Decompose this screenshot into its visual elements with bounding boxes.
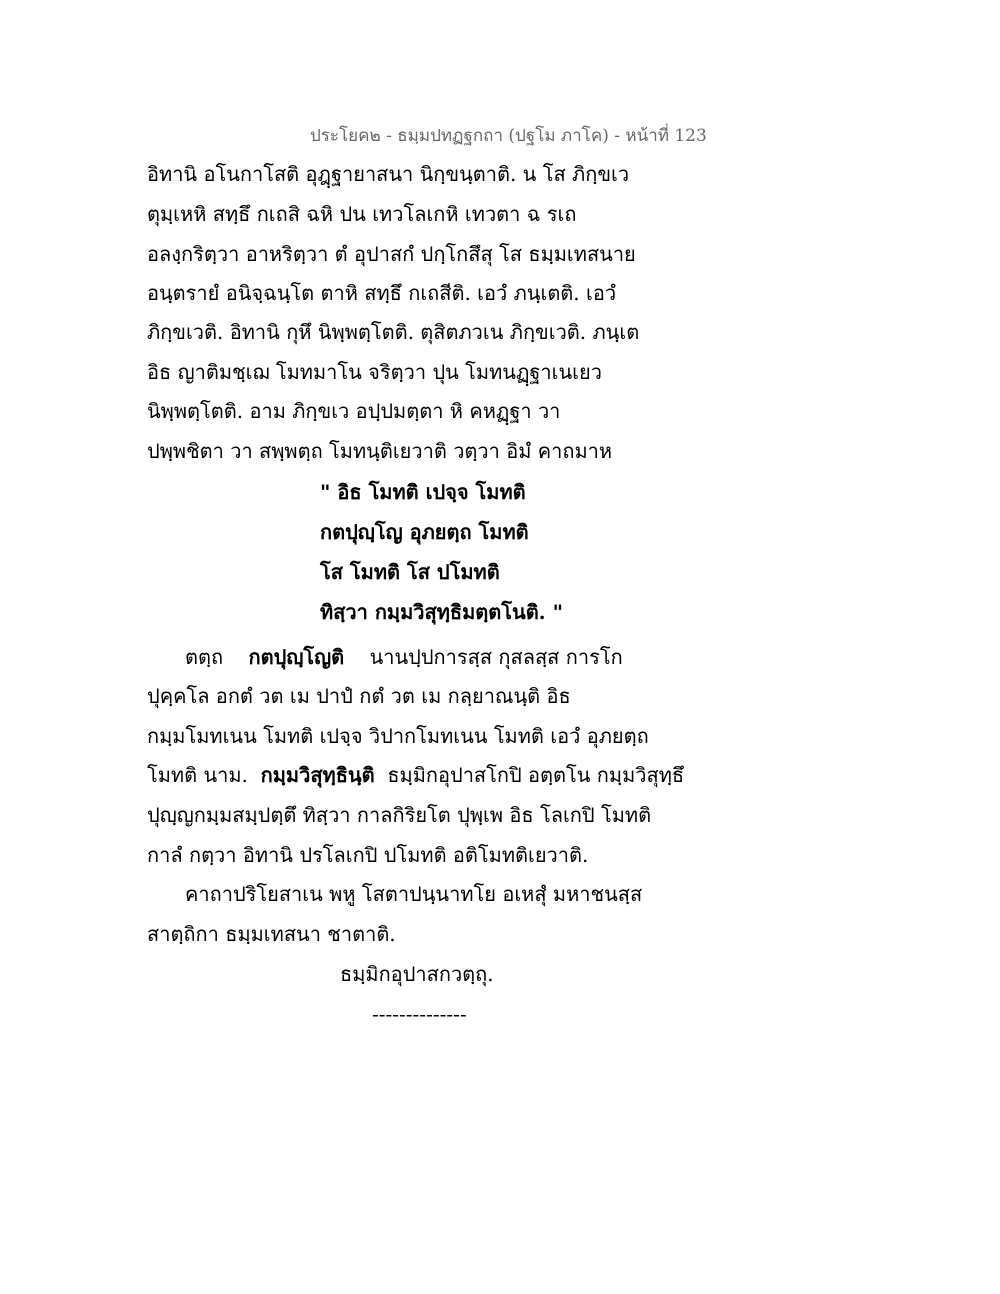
verse-line: " อิธ โมทติ เปจฺจ โมทติ <box>320 480 526 504</box>
text-line: สาตฺถิกา ธมฺมเทสนา ชาตาติ. <box>147 922 396 946</box>
text-line: อิธ ญาติมชฺเฌ โมทมาโน จริตฺวา ปุน โมทนฏฺฐาเนเยว <box>147 360 602 384</box>
text-line: ตุมฺเหหิ สทฺธึ กเถสิ ฉหิ ปน เทวโลเกหิ เทวตา ฉ รเถ <box>147 202 577 226</box>
bold-term: กมฺมวิสุทฺธินฺติ <box>260 763 375 787</box>
story-title: ธมฺมิกอุปาสกวตฺถุ. <box>340 962 494 986</box>
text-line: กาลํ กตฺวา อิทานิ ปรโลเกปิ ปโมทติ อติโมทติเยวาติ. <box>147 843 589 867</box>
verse-line: กตปุญฺโญ อุภยตฺถ โมทติ <box>320 520 529 544</box>
text-line: คาถาปริโยสาเน พหู โสตาปนฺนาทโย อเหสุํ มหาชนสฺส <box>185 882 643 906</box>
text-segment: ตตฺถ <box>185 645 224 669</box>
text-line: นิพฺพตฺโตติ. อาม ภิกฺขเว อปฺปมตฺตา หิ คหฏฺฐา วา <box>147 399 561 423</box>
text-line: ปุญฺญกมฺมสมฺปตฺตึ ทิสฺวา กาลกิริยโต ปุพฺเพ อิธ โลเกปิ โมทติ <box>147 803 652 827</box>
separator: -------------- <box>372 1002 467 1026</box>
text-line: อลงฺกริตฺวา อาหริตฺวา ตํ อุปาสกํ ปกฺโกสึสุ โส ธมฺมเทสนาย <box>147 242 636 266</box>
bold-term: กตปุญฺโญติ <box>248 645 345 669</box>
text-line <box>185 643 623 671</box>
text-line <box>147 761 684 789</box>
text-line: ภิกฺขเวติ. อิทานิ กุหึ นิพฺพตฺโตติ. ตุสิตภวเน ภิกฺขเวติ. ภนฺเต <box>147 320 640 344</box>
text-segment: นานปฺปการสฺส กุสลสฺส การโก <box>369 645 623 669</box>
text-line: อนฺตรายํ อนิจฺฉนฺโต ตาหิ สทฺธึ กเถสีติ. เอวํ ภนฺเตติ. เอวํ <box>147 281 617 305</box>
text-line: อิทานิ อโนกาโสติ อุฎฺฐายาสนา นิกฺขนฺตาติ. น โส ภิกฺขเว <box>147 162 630 186</box>
text-line: ปุคฺคโล อกตํ วต เม ปาปํ กตํ วต เม กลฺยาณนฺติ อิธ <box>147 684 571 708</box>
verse-line: โส โมทติ โส ปโมทติ <box>320 560 500 584</box>
text-segment: โมทติ นาม. <box>147 763 248 787</box>
text-segment: ธมฺมิกอุปาสโกปิ อตฺตโน กมฺมวิสุทฺธึ <box>387 763 685 787</box>
text-line: ปพฺพชิตา วา สพฺพตฺถ โมทนฺติเยวาติ วตฺวา อิมํ คาถมาห <box>147 439 613 463</box>
page-header: ประโยค๒ - ธมฺมปทฏฐกถา (ปฐโม ภาโค) - หน้าที่ 123 <box>310 126 707 146</box>
verse-line: ทิสฺวา กมฺมวิสุทฺธิมตฺตโนติ. " <box>320 600 564 624</box>
text-line: กมฺมโมทเนน โมทติ เปจฺจ วิปากโมทเนน โมทติ เอวํ อุภยตฺถ <box>147 724 649 748</box>
